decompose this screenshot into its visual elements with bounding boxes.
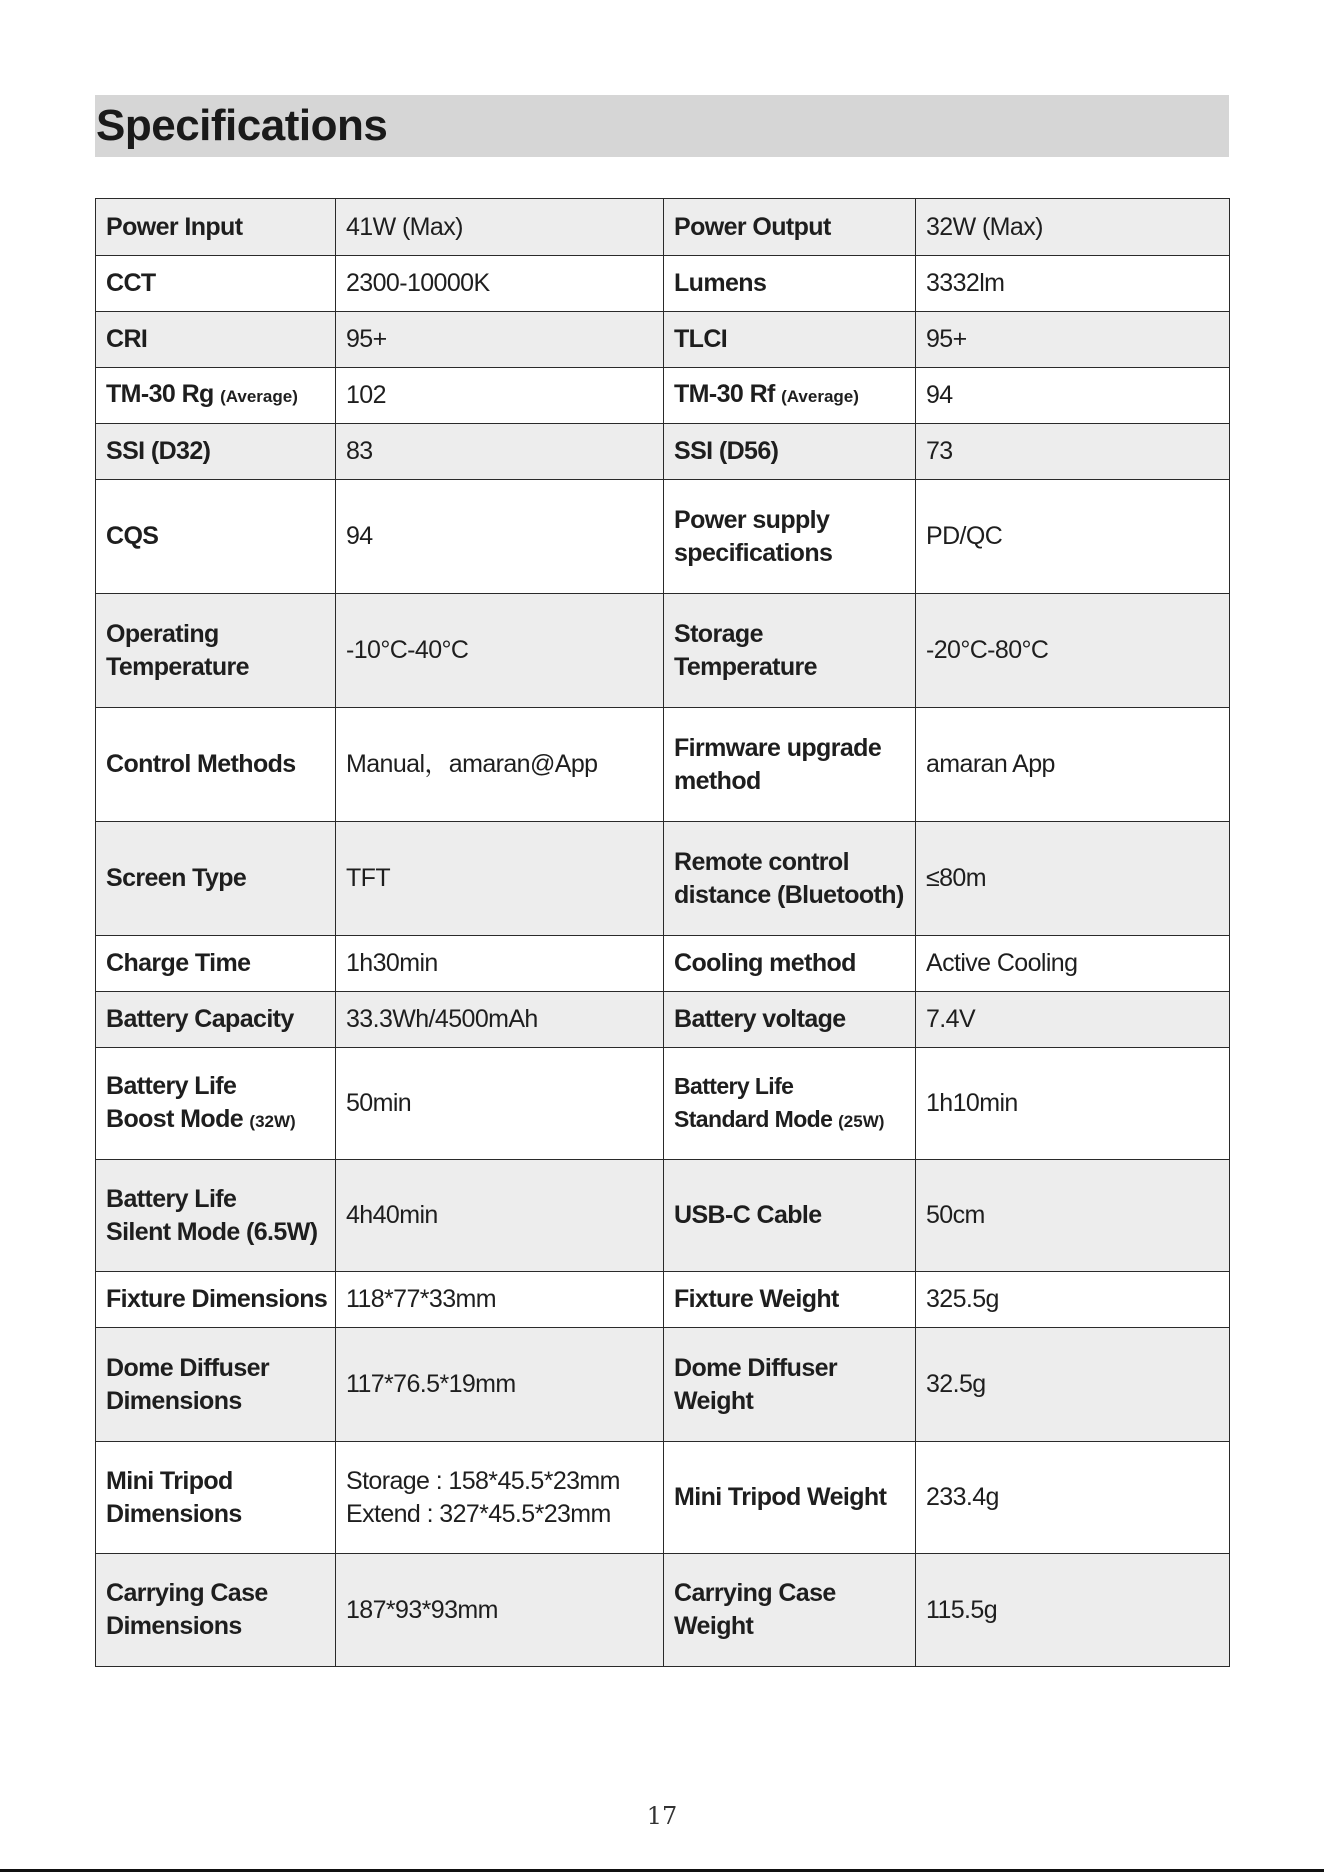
spec-value: 50cm xyxy=(916,1160,1230,1272)
spec-label-line: Boost Mode xyxy=(106,1104,244,1133)
table-row xyxy=(96,708,1230,822)
spec-label-line: Carrying Case xyxy=(674,1579,836,1607)
spec-value: 41W (Max) xyxy=(336,199,664,256)
spec-label-line: Weight xyxy=(674,1612,754,1640)
spec-label: Screen Type xyxy=(96,822,336,936)
table-row xyxy=(96,480,1230,594)
table-row xyxy=(96,368,1230,424)
table-row xyxy=(96,1328,1230,1442)
spec-label xyxy=(664,594,916,708)
spec-value xyxy=(336,1442,664,1554)
spec-value-line: Extend : 327*45.5*23mm xyxy=(346,1499,611,1528)
spec-label: USB-C Cable xyxy=(664,1160,916,1272)
spec-value: 94 xyxy=(916,368,1230,424)
spec-label xyxy=(664,1328,916,1442)
table-row xyxy=(96,594,1230,708)
spec-label: Battery Capacity xyxy=(96,992,336,1048)
spec-value: 115.5g xyxy=(916,1554,1230,1667)
spec-value: 94 xyxy=(336,480,664,594)
spec-value: 1h30min xyxy=(336,936,664,992)
spec-label-note: (25W) xyxy=(838,1111,885,1131)
spec-label: CRI xyxy=(96,312,336,368)
spec-label xyxy=(96,1442,336,1554)
spec-label-line: Storage xyxy=(674,619,763,648)
table-row xyxy=(96,1272,1230,1328)
spec-value: 2300-10000K xyxy=(336,256,664,312)
spec-label: SSI (D32) xyxy=(96,424,336,480)
spec-label-line: method xyxy=(674,766,761,795)
spec-label-line: Battery Life xyxy=(674,1072,794,1099)
table-row xyxy=(96,424,1230,480)
table-row xyxy=(96,1442,1230,1554)
spec-value: 50min xyxy=(336,1048,664,1160)
spec-label xyxy=(96,1328,336,1442)
spec-label-line: Temperature xyxy=(674,652,817,681)
spec-value: -10°C-40°C xyxy=(336,594,664,708)
spec-label-line: Silent Mode (6.5W) xyxy=(106,1217,318,1246)
spec-value: 117*76.5*19mm xyxy=(336,1328,664,1442)
table-row xyxy=(96,199,1230,256)
spec-label xyxy=(96,594,336,708)
spec-label: Power Input xyxy=(96,199,336,256)
spec-label-line: Power supply xyxy=(674,505,830,534)
spec-label-line: Dome Diffuser xyxy=(106,1353,270,1382)
spec-label-line: Dimensions xyxy=(106,1612,242,1640)
spec-value: 73 xyxy=(916,424,1230,480)
table-row xyxy=(96,822,1230,936)
spec-label: Power Output xyxy=(664,199,916,256)
spec-value: Manual，amaran@App xyxy=(336,708,664,822)
spec-value: 3332lm xyxy=(916,256,1230,312)
spec-value: ≤80m xyxy=(916,822,1230,936)
spec-label: Lumens xyxy=(664,256,916,312)
spec-label-line: Battery Life xyxy=(106,1184,237,1213)
spec-value: 95+ xyxy=(916,312,1230,368)
spec-value: Active Cooling xyxy=(916,936,1230,992)
spec-value: 33.3Wh/4500mAh xyxy=(336,992,664,1048)
spec-label xyxy=(96,1554,336,1667)
spec-value-line: Storage : 158*45.5*23mm xyxy=(346,1466,620,1495)
table-row xyxy=(96,312,1230,368)
spec-label: TLCI xyxy=(664,312,916,368)
table-row xyxy=(96,992,1230,1048)
spec-label-line: Dimensions xyxy=(106,1386,242,1415)
spec-value: amaran App xyxy=(916,708,1230,822)
page-number: 17 xyxy=(646,1802,678,1830)
table-row xyxy=(96,936,1230,992)
spec-label xyxy=(96,1048,336,1160)
spec-label-line: Battery Life xyxy=(106,1071,237,1100)
spec-label-line: Remote control xyxy=(674,847,849,876)
page-title: Specifications xyxy=(96,101,388,150)
spec-label-text: TM-30 Rg xyxy=(106,380,214,408)
spec-value: -20°C-80°C xyxy=(916,594,1230,708)
spec-label-note: (Average) xyxy=(781,387,859,406)
spec-label-line: Dome Diffuser xyxy=(674,1353,838,1382)
spec-label-line: distance (Bluetooth) xyxy=(674,880,904,909)
spec-value: 1h10min xyxy=(916,1048,1230,1160)
spec-value: 233.4g xyxy=(916,1442,1230,1554)
spec-label: Charge Time xyxy=(96,936,336,992)
spec-label xyxy=(664,708,916,822)
spec-label: SSI (D56) xyxy=(664,424,916,480)
spec-label-line: Operating xyxy=(106,619,219,648)
spec-label: Fixture Dimensions xyxy=(96,1272,336,1328)
spec-value: 95+ xyxy=(336,312,664,368)
spec-label-line: Dimensions xyxy=(106,1499,242,1528)
spec-label: Cooling method xyxy=(664,936,916,992)
spec-value: 32.5g xyxy=(916,1328,1230,1442)
spec-label: Mini Tripod Weight xyxy=(664,1442,916,1554)
spec-value: 325.5g xyxy=(916,1272,1230,1328)
specifications-table xyxy=(95,198,1230,1667)
spec-label: CCT xyxy=(96,256,336,312)
spec-value: TFT xyxy=(336,822,664,936)
spec-label-line: specifications xyxy=(674,538,833,567)
spec-label: Control Methods xyxy=(96,708,336,822)
spec-label-text: TM-30 Rf xyxy=(674,380,775,408)
spec-label xyxy=(664,822,916,936)
spec-value: 118*77*33mm xyxy=(336,1272,664,1328)
spec-label: CQS xyxy=(96,480,336,594)
table-row xyxy=(96,1048,1230,1160)
spec-label xyxy=(664,1048,916,1160)
table-row xyxy=(96,1554,1230,1667)
spec-label-line: Standard Mode xyxy=(674,1105,833,1132)
spec-label-line: Temperature xyxy=(106,652,249,681)
spec-label-line: Carrying Case xyxy=(106,1579,268,1607)
spec-value: 187*93*93mm xyxy=(336,1554,664,1667)
spec-label xyxy=(664,480,916,594)
spec-label-note: (Average) xyxy=(220,387,298,406)
spec-value: 32W (Max) xyxy=(916,199,1230,256)
spec-label-note: (32W) xyxy=(249,1111,296,1131)
table-row xyxy=(96,256,1230,312)
table-row xyxy=(96,1160,1230,1272)
spec-label-line: Weight xyxy=(674,1386,754,1415)
spec-label: Battery voltage xyxy=(664,992,916,1048)
spec-label: Fixture Weight xyxy=(664,1272,916,1328)
spec-value: 4h40min xyxy=(336,1160,664,1272)
spec-label-line: Mini Tripod xyxy=(106,1466,233,1495)
spec-label xyxy=(96,368,336,424)
spec-value: 7.4V xyxy=(916,992,1230,1048)
spec-label xyxy=(96,1160,336,1272)
spec-value: PD/QC xyxy=(916,480,1230,594)
spec-label xyxy=(664,368,916,424)
title-bar xyxy=(95,95,1229,157)
spec-value: 102 xyxy=(336,368,664,424)
spec-label xyxy=(664,1554,916,1667)
spec-value: 83 xyxy=(336,424,664,480)
spec-label-line: Firmware upgrade xyxy=(674,733,882,762)
